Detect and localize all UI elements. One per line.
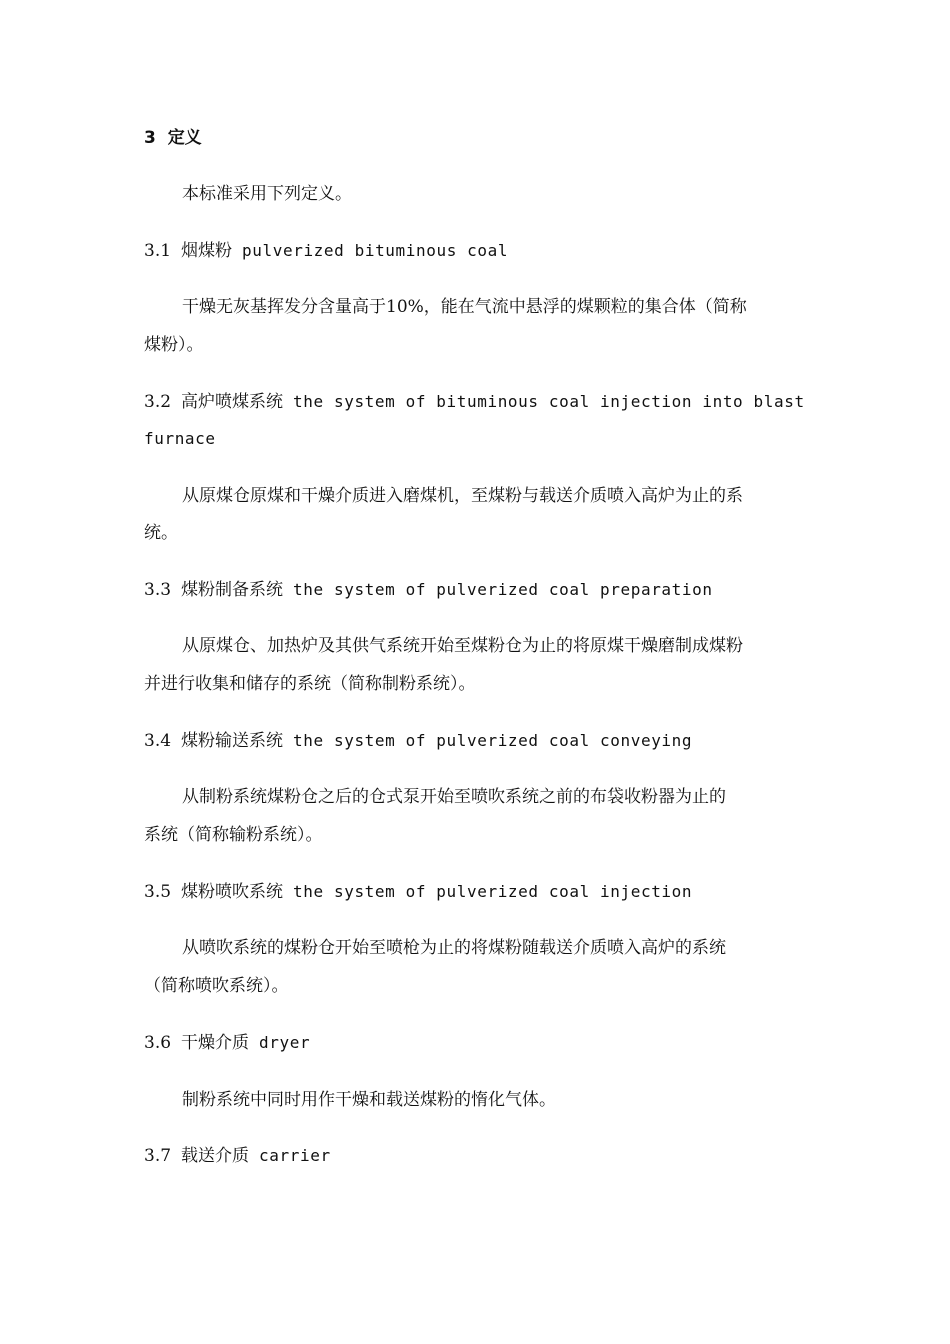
term-english: carrier	[259, 1146, 331, 1165]
definition-line: 从原煤仓、加热炉及其供气系统开始至煤粉仓为止的将原煤干燥磨制成煤粉	[182, 636, 743, 656]
term-english: pulverized bituminous coal	[242, 241, 509, 260]
term-heading-3-4	[144, 731, 692, 751]
definition-line: （简称喷吹系统）。	[144, 976, 289, 996]
term-chinese: 烟煤粉	[181, 241, 233, 261]
term-heading-3-7	[144, 1146, 331, 1166]
term-heading-3-6	[144, 1033, 310, 1053]
term-number: 3.7	[144, 1146, 172, 1166]
term-heading-3-2	[144, 392, 805, 412]
term-chinese: 载送介质	[181, 1146, 250, 1166]
term-chinese: 干燥介质	[181, 1033, 250, 1053]
definition-line: 干燥无灰基挥发分含量高于10%，能在气流中悬浮的煤颗粒的集合体（简称	[182, 297, 747, 317]
term-number: 3.1	[144, 241, 172, 261]
term-number: 3.5	[144, 882, 172, 902]
term-heading-3-5	[144, 882, 692, 902]
term-english: the system of bituminous coal injection into blast	[293, 392, 805, 411]
term-english: the system of pulverized coal conveying	[293, 731, 693, 750]
term-chinese: 煤粉输送系统	[181, 731, 284, 751]
definition-line: 从原煤仓原煤和干燥介质进入磨煤机，至煤粉与载送介质喷入高炉为止的系	[182, 486, 743, 506]
intro-text: 本标准采用下列定义。	[182, 184, 352, 204]
term-number: 3.2	[144, 392, 172, 412]
term-english-continuation: furnace	[144, 429, 216, 448]
definition-line: 制粉系统中同时用作干燥和载送煤粉的惰化气体。	[182, 1090, 556, 1110]
section-title: 定义	[167, 128, 202, 148]
term-number: 3.6	[144, 1033, 172, 1053]
term-english: the system of pulverized coal preparation	[293, 580, 713, 599]
term-english: the system of pulverized coal injection	[293, 882, 693, 901]
term-chinese: 煤粉制备系统	[181, 580, 284, 600]
section-heading	[144, 128, 202, 148]
definition-line: 从喷吹系统的煤粉仓开始至喷枪为止的将煤粉随载送介质喷入高炉的系统	[182, 938, 726, 958]
term-chinese: 煤粉喷吹系统	[181, 882, 284, 902]
section-number: 3	[144, 128, 156, 148]
term-number: 3.3	[144, 580, 172, 600]
definition-line: 系统（简称输粉系统）。	[144, 825, 323, 845]
definition-line: 从制粉系统煤粉仓之后的仓式泵开始至喷吹系统之前的布袋收粉器为止的	[182, 787, 726, 807]
term-heading-3-1	[144, 241, 508, 261]
definition-line: 煤粉）。	[144, 335, 204, 355]
definition-line: 并进行收集和储存的系统（简称制粉系统）。	[144, 674, 476, 694]
term-heading-3-3	[144, 580, 713, 600]
term-chinese: 高炉喷煤系统	[181, 392, 284, 412]
definition-line: 统。	[144, 523, 178, 543]
term-number: 3.4	[144, 731, 172, 751]
term-english: dryer	[259, 1033, 311, 1052]
